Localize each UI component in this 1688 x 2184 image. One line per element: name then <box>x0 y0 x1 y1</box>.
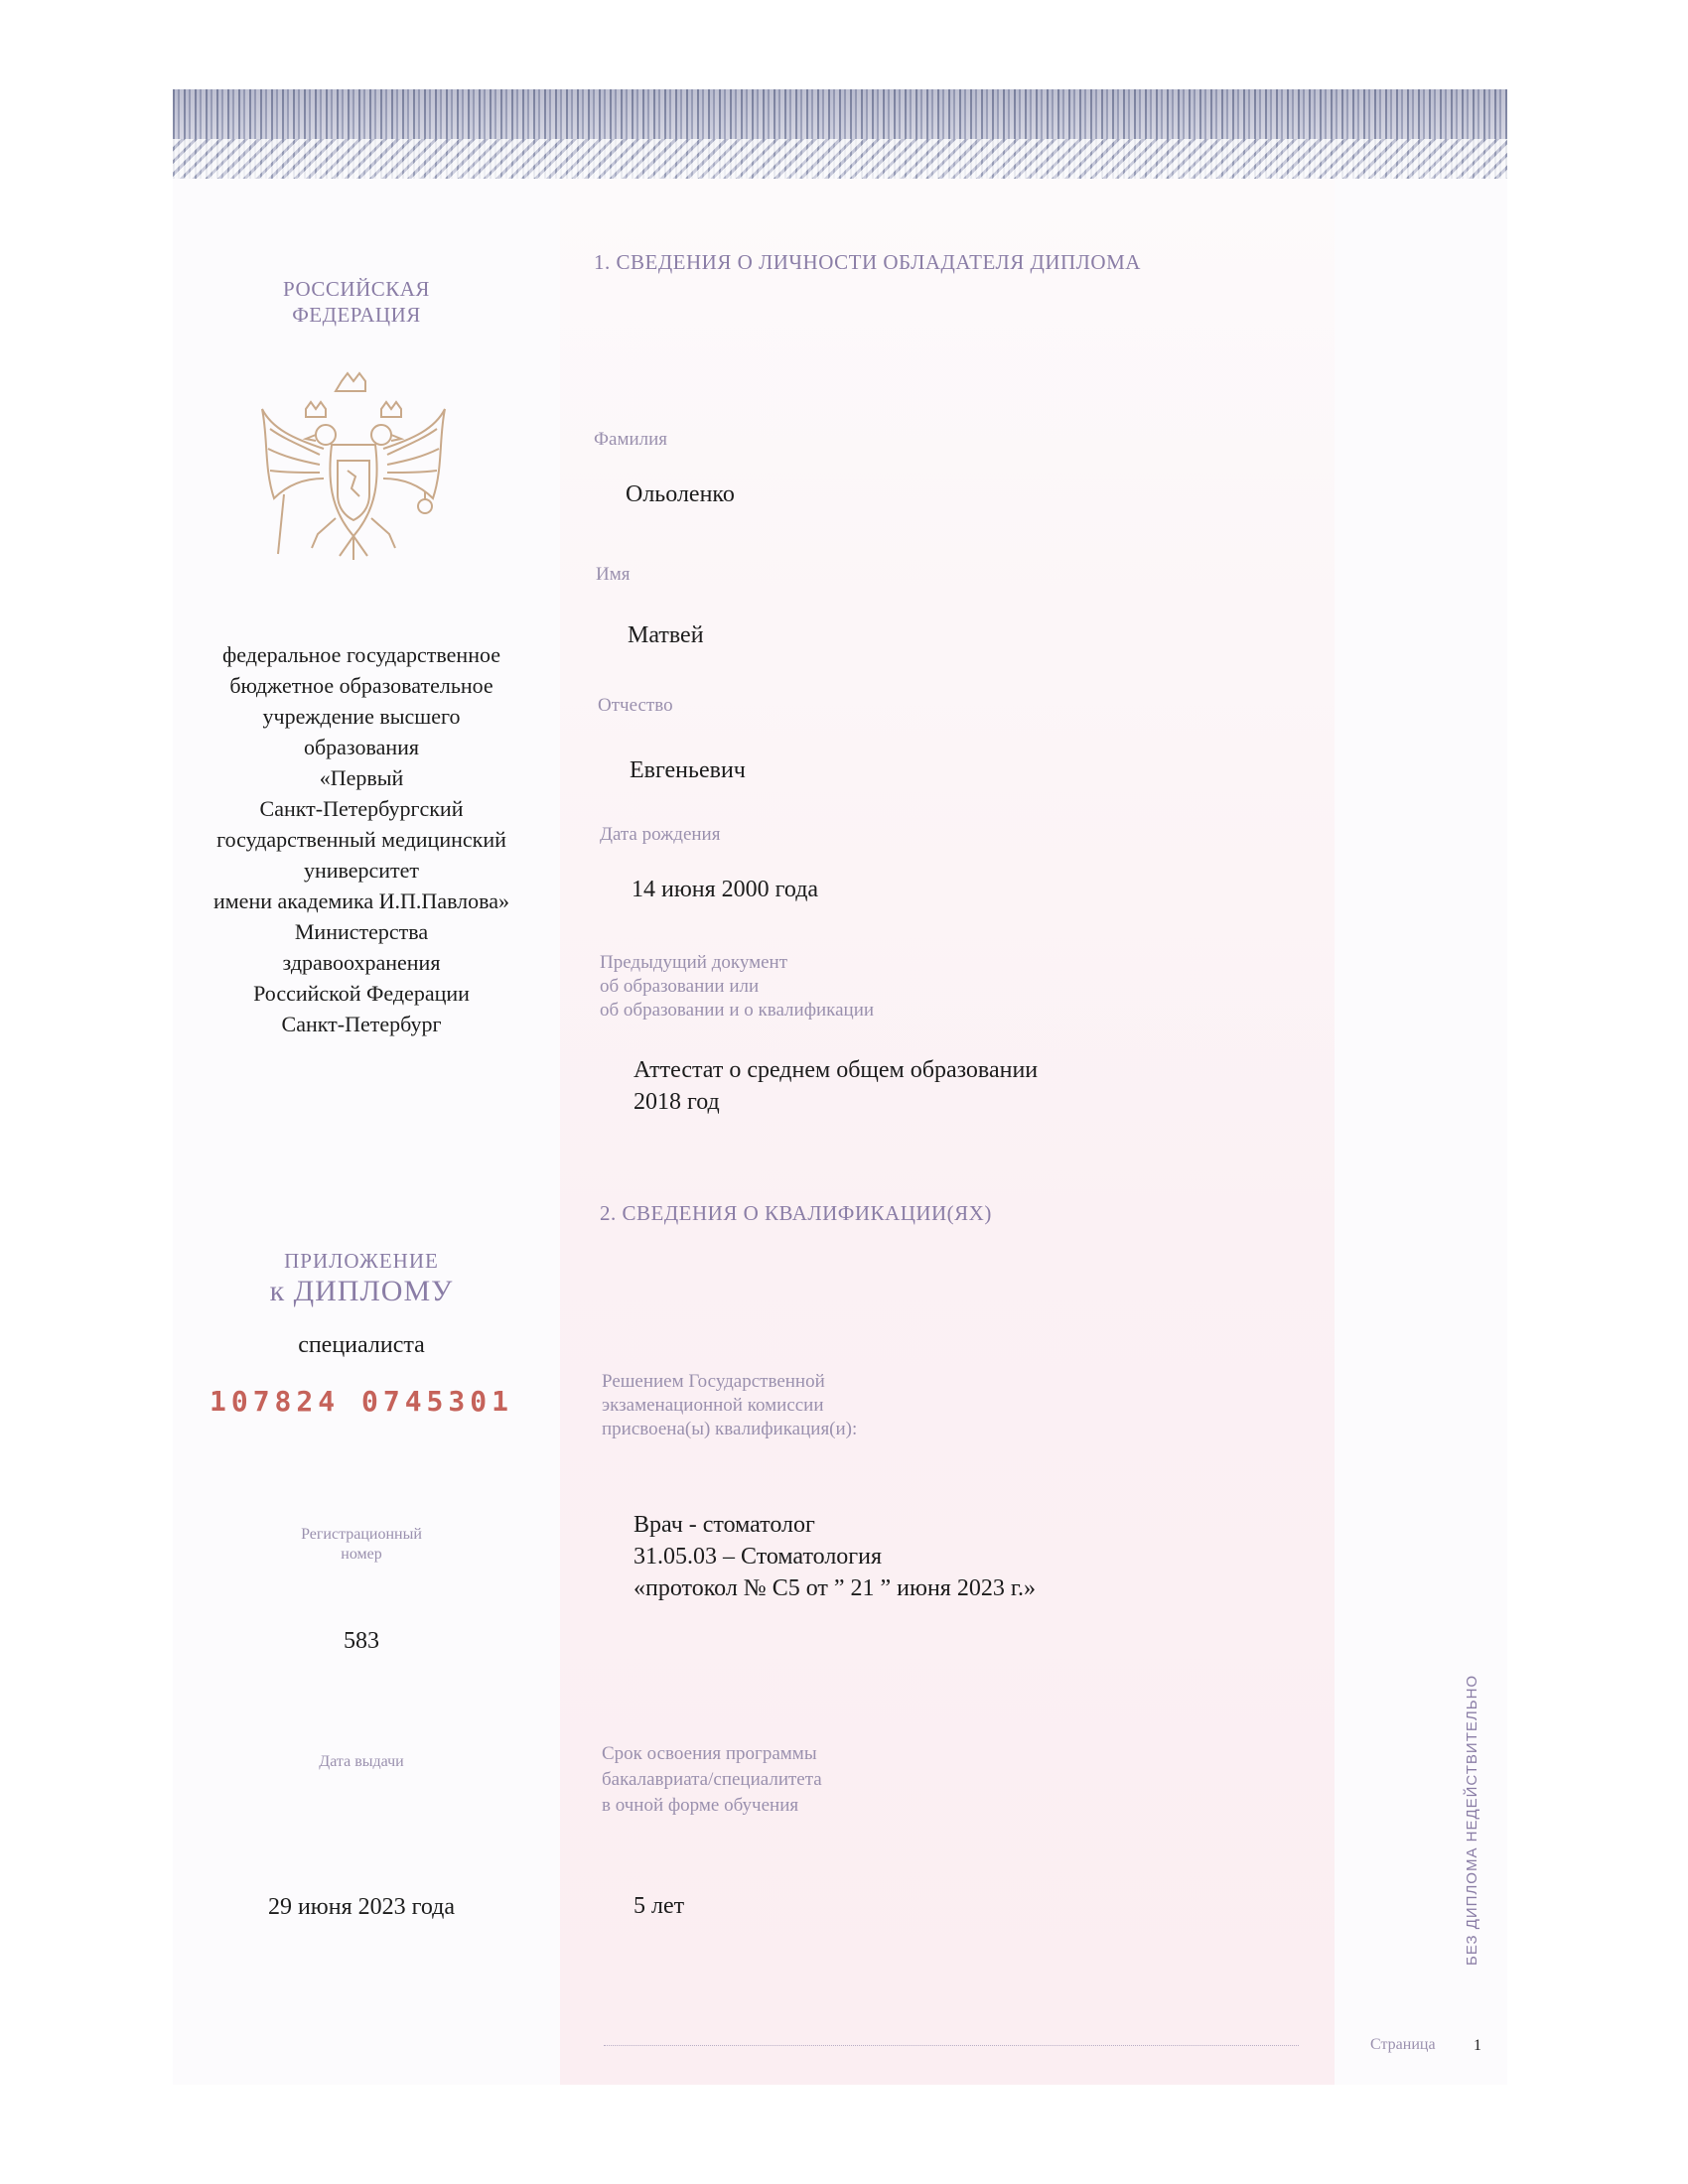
degree-level: специалиста <box>298 1332 425 1358</box>
issue-date: 29 июня 2023 года <box>267 1894 456 1920</box>
footer-dotted-line <box>604 2045 1299 2046</box>
surname-value: Ольоленко <box>626 481 735 507</box>
previous-document-value: Аттестат о среднем общем образовании 2018 год <box>633 1057 1039 1115</box>
registration-number: 583 <box>344 1628 379 1654</box>
page-label: Страница <box>1370 2036 1436 2053</box>
country-name: РОССИЙСКАЯ ФЕДЕРАЦИЯ <box>283 277 430 327</box>
birth-date-value: 14 июня 2000 года <box>632 877 819 902</box>
validity-note: БЕЗ ДИПЛОМА НЕДЕЙСТВИТЕЛЬНО <box>1464 1674 1480 1966</box>
organization-name: федеральное государственное бюджетное образовательное учреждение высшего образования «Первый Санкт-Петербургский государственный медицинский университет имени академика И.П.Павлова» Министерства здравоохранения Российской Федерации Санкт-Петербург <box>212 642 510 1036</box>
appendix-subtitle: к ДИПЛОМУ <box>269 1275 454 1307</box>
previous-document-label: Предыдущий документ об образовании или об образовании и о квалификации <box>600 952 875 1021</box>
study-term-label: Срок освоения программы бакалавриата/специалитета в очной форме обучения <box>602 1743 822 1816</box>
left-column <box>173 89 560 2085</box>
diploma-appendix-sheet <box>173 89 1507 2085</box>
issue-date-label: Дата выдачи <box>319 1753 404 1770</box>
coat-of-arms-icon <box>254 369 453 590</box>
serial-number: 107824 0745301 <box>209 1385 513 1418</box>
birth-date-label: Дата рождения <box>600 824 721 845</box>
patronymic-value: Евгеньевич <box>630 757 746 783</box>
name-label: Имя <box>596 564 631 585</box>
registration-label: Регистрационный номер <box>301 1526 422 1563</box>
page-number: 1 <box>1474 2037 1481 2054</box>
patronymic-label: Отчество <box>598 695 673 716</box>
surname-label: Фамилия <box>594 429 668 450</box>
section-personal-title: 1. СВЕДЕНИЯ О ЛИЧНОСТИ ОБЛАДАТЕЛЯ ДИПЛОМА <box>594 250 1141 274</box>
study-term-value: 5 лет <box>633 1893 685 1919</box>
name-value: Матвей <box>628 622 704 648</box>
commission-decision-label: Решением Государственной экзаменационной комиссии присвоена(ы) квалификация(и): <box>602 1371 858 1439</box>
appendix-title: ПРИЛОЖЕНИЕ <box>284 1249 439 1273</box>
qualification-value: Врач - стоматолог 31.05.03 – Стоматология «протокол № С5 от ” 21 ” июня 2023 г.» <box>633 1512 1036 1601</box>
section-qualification-title: 2. СВЕДЕНИЯ О КВАЛИФИКАЦИИ(ЯХ) <box>600 1201 992 1225</box>
